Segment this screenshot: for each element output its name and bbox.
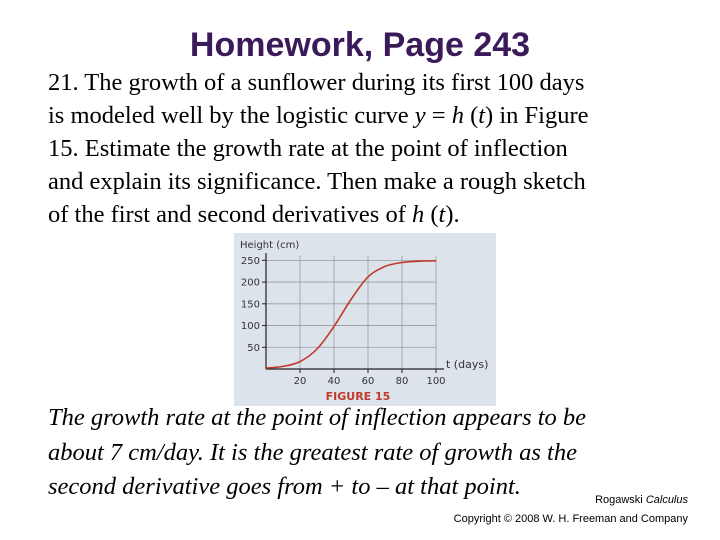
axes bbox=[266, 253, 444, 369]
series-line bbox=[266, 261, 436, 368]
copyright-notice: Copyright © 2008 W. H. Freeman and Company bbox=[453, 513, 688, 525]
y-tick-label: 100 bbox=[240, 321, 260, 333]
problem-text bbox=[48, 66, 708, 231]
y-tick-label: 250 bbox=[240, 255, 260, 267]
answer-line: about 7 cm/day. It is the greatest rate of growth as the bbox=[48, 438, 577, 466]
answer-line: The growth rate at the point of inflection appears to be bbox=[48, 404, 587, 431]
y-axis-label: Height (cm) bbox=[240, 240, 300, 251]
logistic-chart bbox=[234, 233, 496, 406]
x-tick-label: 40 bbox=[327, 376, 341, 387]
slide-title: Homework, Page 243 bbox=[189, 26, 531, 64]
problem-line: 21. The growth of a sunflower during its first 100 days bbox=[48, 69, 585, 96]
figure-15 bbox=[234, 233, 496, 406]
x-tick-label: 60 bbox=[361, 376, 375, 387]
problem-line: is modeled well by the logistic curve y = h (t) in Figure bbox=[48, 102, 589, 129]
answer-line: second derivative goes from + to – at that point. bbox=[48, 473, 521, 500]
series-layer bbox=[266, 261, 436, 368]
y-tick-label: 150 bbox=[240, 299, 260, 311]
credit-title: Calculus bbox=[645, 494, 688, 506]
grid-lines bbox=[266, 256, 436, 369]
problem-line: 15. Estimate the growth rate at the point of inflection bbox=[48, 135, 568, 162]
figure-caption: FIGURE 15 bbox=[325, 390, 391, 403]
y-tick-label: 200 bbox=[240, 277, 260, 289]
x-tick-label: 20 bbox=[293, 376, 307, 387]
y-tick-label: 50 bbox=[247, 342, 260, 354]
credit-book bbox=[595, 494, 688, 507]
problem-line: and explain its significance. Then make a rough sketch bbox=[48, 168, 586, 195]
x-axis-label: t (days) bbox=[446, 358, 489, 371]
x-tick-label: 80 bbox=[395, 376, 409, 387]
problem-line: of the first and second derivatives of h (t). bbox=[48, 201, 460, 228]
x-tick-label: 100 bbox=[426, 376, 446, 387]
credit-author: Rogawski bbox=[595, 494, 643, 506]
answer-text bbox=[48, 401, 708, 505]
